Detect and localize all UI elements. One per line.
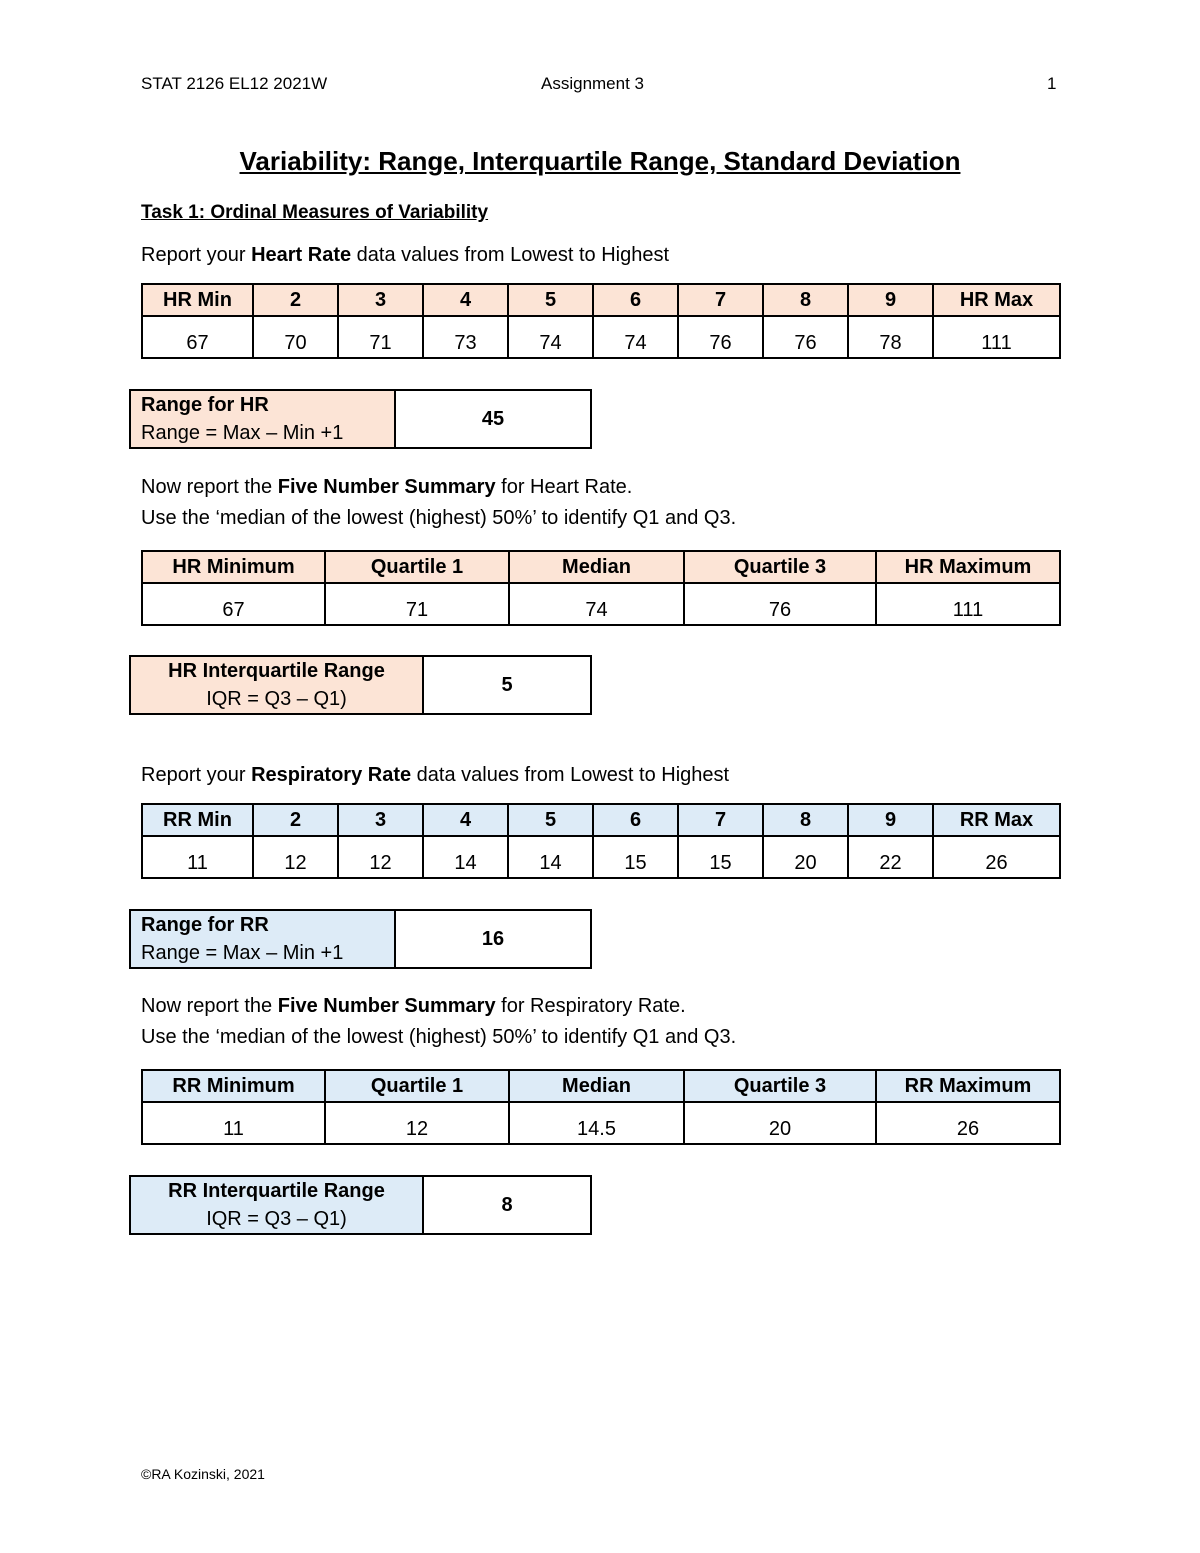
table-cell: 73 — [423, 316, 508, 358]
table-cell: 15 — [593, 836, 678, 878]
rr-sorted-header-row — [142, 804, 1060, 836]
rr-sorted-value-row — [142, 836, 1060, 878]
table-cell: 12 — [325, 1102, 509, 1144]
rr-iqr-formula: IQR = Q3 – Q1) — [206, 1208, 347, 1230]
table-header-cell: 4 — [423, 284, 508, 316]
hr-intro-bold: Heart Rate — [251, 244, 352, 266]
hr-iqr-formula: IQR = Q3 – Q1) — [206, 688, 347, 710]
rr-iqr-label: RR Interquartile Range — [168, 1180, 385, 1202]
hr-intro-pre: Report your — [141, 244, 252, 266]
rr-range-label: Range for RR — [141, 914, 269, 936]
table-header-cell: 2 — [253, 804, 338, 836]
table-cell: 22 — [848, 836, 933, 878]
table-cell: 67 — [142, 316, 253, 358]
table-cell: 11 — [142, 836, 253, 878]
rr-iqr-value: 8 — [423, 1176, 591, 1234]
task1-heading: Task 1: Ordinal Measures of Variability — [141, 202, 489, 223]
table-header-cell: 5 — [508, 284, 593, 316]
rr-five-note: Use the ‘median of the lowest (highest) 50%’ to identify Q1 and Q3. — [141, 1026, 737, 1048]
table-header-cell: HR Max — [933, 284, 1060, 316]
table-cell: 67 — [142, 583, 325, 625]
table-header-cell: HR Minimum — [142, 551, 325, 583]
header-page-number: 1 — [1047, 74, 1057, 93]
hr-five-value-row — [142, 583, 1060, 625]
hr-range-box — [129, 389, 592, 449]
table-header-cell: 9 — [848, 284, 933, 316]
table-cell: 74 — [593, 316, 678, 358]
hr-sorted-value-row — [142, 316, 1060, 358]
table-header-cell: 7 — [678, 284, 763, 316]
table-cell: 12 — [338, 836, 423, 878]
table-cell: 71 — [338, 316, 423, 358]
table-cell: 78 — [848, 316, 933, 358]
table-header-cell: RR Maximum — [876, 1070, 1060, 1102]
hr-five-number-table — [141, 550, 1061, 626]
table-cell: 76 — [678, 316, 763, 358]
table-cell: 111 — [876, 583, 1060, 625]
table-header-cell: RR Minimum — [142, 1070, 325, 1102]
table-header-cell: 3 — [338, 284, 423, 316]
table-cell: 20 — [763, 836, 848, 878]
table-header-cell: Median — [509, 1070, 684, 1102]
table-cell: 74 — [508, 316, 593, 358]
table-header-cell: RR Min — [142, 804, 253, 836]
hr-iqr-label: HR Interquartile Range — [168, 660, 385, 682]
hr-intro-post: data values from Lowest to Highest — [351, 244, 670, 266]
footer-copyright: ©RA Kozinski, 2021 — [141, 1466, 265, 1482]
table-cell: 70 — [253, 316, 338, 358]
table-header-cell: HR Min — [142, 284, 253, 316]
hr-five-intro — [141, 476, 632, 499]
table-cell: 15 — [678, 836, 763, 878]
table-header-cell: 7 — [678, 804, 763, 836]
table-cell: 14.5 — [509, 1102, 684, 1144]
rr-sorted-table — [141, 803, 1061, 879]
table-header-cell: 4 — [423, 804, 508, 836]
hr-five-intro-post: for Heart Rate. — [495, 476, 633, 498]
table-cell: 11 — [142, 1102, 325, 1144]
table-header-cell: 6 — [593, 804, 678, 836]
table-cell: 14 — [508, 836, 593, 878]
hr-range-label: Range for HR — [141, 394, 269, 416]
table-cell: 111 — [933, 316, 1060, 358]
header-assignment: Assignment 3 — [541, 74, 644, 93]
hr-five-intro-pre: Now report the — [141, 476, 278, 498]
table-cell: 74 — [509, 583, 684, 625]
rr-five-intro-bold: Five Number Summary — [277, 995, 496, 1017]
table-cell: 71 — [325, 583, 509, 625]
hr-iqr-label-cell — [130, 656, 423, 714]
rr-five-header-row — [142, 1070, 1060, 1102]
rr-range-value: 16 — [395, 910, 591, 968]
hr-iqr-box — [129, 655, 592, 715]
hr-iqr-value: 5 — [423, 656, 591, 714]
table-cell: 76 — [684, 583, 876, 625]
table-cell: 26 — [876, 1102, 1060, 1144]
table-header-cell: Quartile 1 — [325, 1070, 509, 1102]
table-cell: 12 — [253, 836, 338, 878]
table-header-cell: 2 — [253, 284, 338, 316]
hr-intro — [141, 244, 669, 267]
table-header-cell: HR Maximum — [876, 551, 1060, 583]
table-header-cell: 8 — [763, 284, 848, 316]
rr-intro — [141, 764, 729, 787]
rr-range-box — [129, 909, 592, 969]
table-header-cell: Quartile 1 — [325, 551, 509, 583]
rr-five-intro-pre: Now report the — [141, 995, 278, 1017]
rr-intro-pre: Report your — [141, 764, 252, 786]
table-cell: 14 — [423, 836, 508, 878]
rr-five-value-row — [142, 1102, 1060, 1144]
table-header-cell: Quartile 3 — [684, 1070, 876, 1102]
rr-intro-post: data values from Lowest to Highest — [411, 764, 730, 786]
table-header-cell: 8 — [763, 804, 848, 836]
header-course: STAT 2126 EL12 2021W — [141, 74, 328, 93]
table-cell: 76 — [763, 316, 848, 358]
hr-sorted-table — [141, 283, 1061, 359]
hr-sorted-header-row — [142, 284, 1060, 316]
table-cell: 20 — [684, 1102, 876, 1144]
page-title: Variability: Range, Interquartile Range, Standard Deviation — [239, 146, 961, 176]
rr-intro-bold: Respiratory Rate — [251, 764, 412, 786]
table-header-cell: 9 — [848, 804, 933, 836]
hr-range-value: 45 — [395, 390, 591, 448]
table-header-cell: 3 — [338, 804, 423, 836]
table-header-cell: Median — [509, 551, 684, 583]
table-header-cell: 6 — [593, 284, 678, 316]
hr-five-note: Use the ‘median of the lowest (highest) 50%’ to identify Q1 and Q3. — [141, 507, 737, 529]
table-header-cell: Quartile 3 — [684, 551, 876, 583]
rr-range-label-cell — [130, 910, 395, 968]
hr-five-intro-bold: Five Number Summary — [277, 476, 496, 498]
rr-five-intro — [141, 995, 686, 1018]
rr-iqr-label-cell — [130, 1176, 423, 1234]
table-header-cell: 5 — [508, 804, 593, 836]
table-header-cell: RR Max — [933, 804, 1060, 836]
hr-five-header-row — [142, 551, 1060, 583]
hr-range-formula: Range = Max – Min +1 — [141, 422, 344, 444]
table-cell: 26 — [933, 836, 1060, 878]
rr-iqr-box — [129, 1175, 592, 1235]
rr-range-formula: Range = Max – Min +1 — [141, 942, 344, 964]
rr-five-intro-post: for Respiratory Rate. — [495, 995, 686, 1017]
rr-five-number-table — [141, 1069, 1061, 1145]
hr-range-label-cell — [130, 390, 395, 448]
